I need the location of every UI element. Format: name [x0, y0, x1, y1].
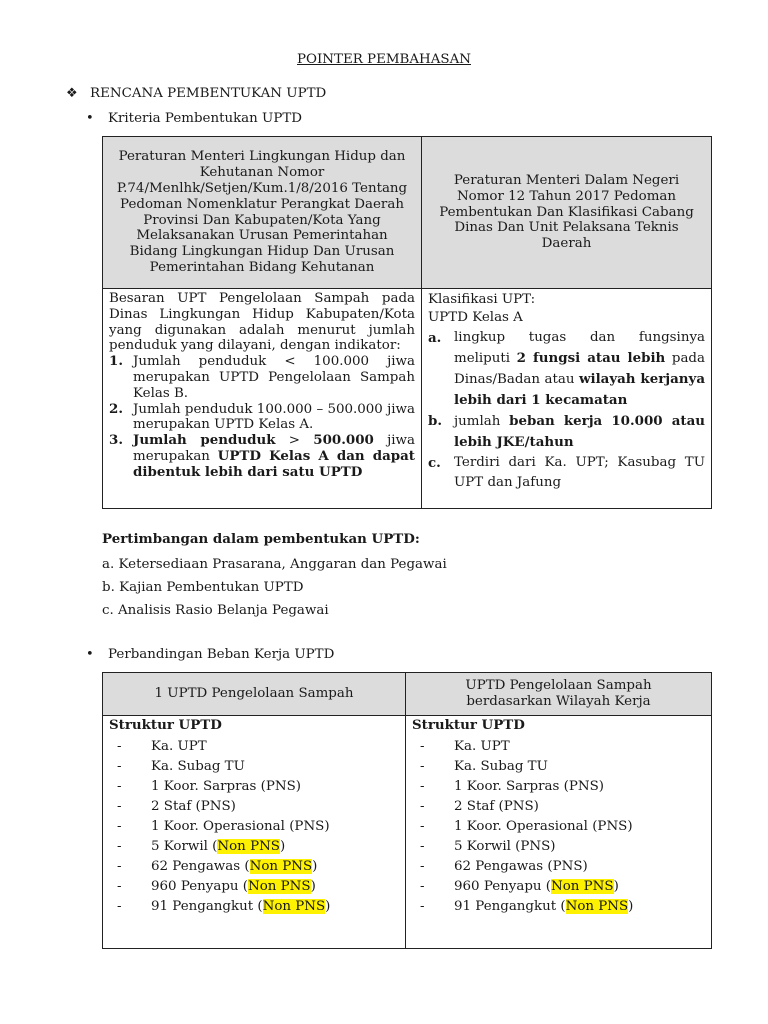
list-item — [103, 817, 405, 837]
dash-bullet: - — [420, 879, 425, 894]
criteria-left-intro: Besaran UPT Pengelolaan Sampah pada Dinas Lingkungan Hidup Kabupaten/Kota yang digunakan adalah menurut jumlah penduduk yang dilayani, dengan indikator: — [109, 291, 415, 354]
list-item — [406, 737, 711, 757]
dash-bullet: - — [420, 739, 425, 754]
dash-bullet: - — [117, 739, 122, 754]
list-item — [103, 897, 405, 917]
item-text — [454, 411, 705, 453]
row-text — [133, 837, 285, 857]
row-text — [436, 877, 619, 897]
item-text-part: jiwa merupakan — [133, 433, 416, 464]
row-text: 1 Koor. Operasional (PNS) — [151, 819, 330, 834]
item-text-bold: 2 fungsi atau lebih — [516, 350, 666, 366]
criteria-table — [102, 136, 712, 509]
structure-label: Struktur UPTD — [412, 717, 525, 733]
dash-bullet: - — [117, 839, 122, 854]
list-item — [109, 402, 415, 434]
row-text: Ka. Subag TU — [151, 759, 245, 774]
item-text-bold: wilayah kerjanya lebih dari 1 kecamatan — [454, 371, 705, 408]
structure-list-right — [406, 737, 711, 917]
comparison-left-body — [103, 716, 406, 949]
dash-bullet: - — [117, 799, 122, 814]
item-letter: a. — [428, 330, 442, 346]
list-item — [103, 877, 405, 897]
consideration-item: c. Analisis Rasio Belanja Pegawai — [102, 603, 329, 618]
highlight-non-pns: Non PNS — [551, 879, 614, 894]
section-heading-row — [66, 86, 326, 101]
row-text — [133, 877, 316, 897]
row-text: 5 Korwil (PNS) — [454, 839, 556, 854]
dash-bullet: - — [420, 759, 425, 774]
list-item — [406, 817, 711, 837]
highlight-non-pns: Non PNS — [217, 839, 280, 854]
dash-bullet: - — [117, 879, 122, 894]
list-item — [103, 837, 405, 857]
item-text: Jumlah penduduk < 100.000 jiwa merupakan UPTD Pengelolaan Sampah Kelas B. — [133, 354, 415, 401]
consideration-item: a. Ketersediaan Prasarana, Anggaran dan Pegawai — [102, 557, 447, 572]
comparison-left-header-cell — [103, 673, 406, 716]
list-item — [103, 777, 405, 797]
row-text: 1 Koor. Sarpras (PNS) — [151, 779, 301, 794]
item-text-bold: 500.000 — [313, 432, 374, 449]
criteria-left-header-cell — [103, 137, 422, 289]
dash-bullet: - — [420, 859, 425, 874]
row-text-part: ) — [310, 879, 316, 894]
item-text-bold: Jumlah penduduk — [133, 432, 276, 449]
population-indicator-list — [109, 354, 415, 480]
dot-bullet-icon: • — [86, 647, 94, 662]
item-text-bold: beban kerja 10.000 atau lebih JKE/tahun — [454, 413, 705, 450]
highlight-non-pns: Non PNS — [262, 899, 326, 914]
consideration-item: b. Kajian Pembentukan UPTD — [102, 580, 304, 595]
dash-bullet: - — [117, 779, 122, 794]
item-text — [454, 328, 705, 411]
list-item — [406, 797, 711, 817]
list-item — [406, 757, 711, 777]
item-letter: c. — [428, 455, 441, 471]
criteria-right-body — [422, 289, 712, 509]
row-text-part: 91 Pengangkut ( — [454, 899, 566, 914]
dash-bullet: - — [420, 779, 425, 794]
row-text — [133, 857, 317, 877]
dash-bullet: - — [420, 799, 425, 814]
criteria-right-header-cell — [422, 137, 712, 289]
row-text: 2 Staf (PNS) — [151, 799, 236, 814]
comparison-table — [102, 672, 712, 949]
criteria-heading: Kriteria Pembentukan UPTD — [108, 111, 303, 126]
row-text-part: ) — [613, 879, 619, 894]
item-number: 3. — [109, 432, 123, 449]
row-text: Ka. UPT — [454, 739, 510, 754]
highlight-non-pns: Non PNS — [565, 899, 629, 914]
comparison-right-header: UPTD Pengelolaan Sampah berdasarkan Wilayah Kerja — [465, 678, 652, 709]
section-heading: RENCANA PEMBENTUKAN UPTD — [90, 86, 327, 101]
dash-bullet: - — [117, 859, 122, 874]
row-text-part: 960 Penyapu ( — [151, 879, 248, 894]
item-text: Jumlah penduduk 100.000 – 500.000 jiwa merupakan UPTD Kelas A. — [133, 401, 415, 433]
item-text-part: lingkup tugas dan fungsinya meliputi — [454, 330, 705, 366]
row-text: 1 Koor. Sarpras (PNS) — [454, 779, 604, 794]
row-text-part: ) — [279, 839, 286, 854]
considerations-title: Pertimbangan dalam pembentukan UPTD: — [102, 531, 420, 547]
comparison-heading: Perbandingan Beban Kerja UPTD — [108, 647, 335, 662]
list-item — [406, 837, 711, 857]
item-text-part: > — [275, 433, 314, 449]
row-text: Ka. Subag TU — [454, 759, 548, 774]
list-item — [428, 411, 705, 453]
row-text: 1 Koor. Operasional (PNS) — [454, 819, 633, 834]
list-item — [109, 354, 415, 401]
item-text-part: jumlah — [454, 414, 510, 429]
row-text-part: 5 Korwil ( — [151, 839, 218, 854]
dash-bullet: - — [117, 819, 122, 834]
list-item — [428, 453, 705, 493]
dash-bullet: - — [420, 819, 425, 834]
dot-bullet-icon: • — [86, 111, 94, 126]
item-text — [133, 433, 415, 480]
list-item — [428, 328, 705, 411]
structure-list-left — [103, 737, 405, 917]
comparison-right-header-cell — [406, 673, 712, 716]
dash-bullet: - — [117, 899, 122, 914]
diamond-bullet-icon: ❖ — [66, 86, 78, 101]
criteria-left-header: Peraturan Menteri Lingkungan Hidup dan Kehutanan Nomor P.74/Menlhk/Setjen/Kum.1/8/2016 Tentang Pedoman Nomenklatur Perangkat Daerah Provinsi Dan Kabupaten/Kota Yang Melaksanakan Urusan Pemerintahan Bidang Lingkungan Hidup Dan Urusan Pemerintahan Bidang Kehutanan — [116, 148, 408, 276]
list-item — [103, 737, 405, 757]
considerations-block — [102, 531, 447, 626]
dash-bullet: - — [420, 899, 425, 914]
item-number: 2. — [109, 400, 123, 417]
dash-bullet: - — [117, 759, 122, 774]
list-item — [406, 897, 711, 917]
list-item — [406, 857, 711, 877]
list-item — [103, 757, 405, 777]
row-text: 2 Staf (PNS) — [454, 799, 539, 814]
row-text-part: 960 Penyapu ( — [454, 879, 551, 894]
row-text: Ka. UPT — [151, 739, 207, 754]
criteria-right-intro: Klasifikasi UPT: — [428, 292, 536, 307]
row-text — [436, 897, 633, 917]
item-text: Terdiri dari Ka. UPT; Kasubag TU UPT dan Jafung — [454, 455, 705, 490]
criteria-right-header: Peraturan Menteri Dalam Negeri Nomor 12 Tahun 2017 Pedoman Pembentukan Dan Klasifikasi Cabang Dinas Dan Unit Pelaksana Teknis Daerah — [439, 172, 694, 252]
item-number: 1. — [109, 353, 123, 370]
list-item — [103, 857, 405, 877]
list-item — [103, 797, 405, 817]
comparison-right-body — [406, 716, 712, 949]
item-text-bold: UPTD Kelas A dan dapat dibentuk lebih dari satu UPTD — [133, 447, 415, 480]
list-item — [406, 777, 711, 797]
comparison-heading-row — [86, 647, 334, 662]
list-item — [109, 433, 415, 480]
criteria-left-body — [103, 289, 422, 509]
row-text: 62 Pengawas (PNS) — [454, 859, 588, 874]
row-text-part: 91 Pengangkut ( — [151, 899, 263, 914]
dash-bullet: - — [420, 839, 425, 854]
item-letter: b. — [428, 413, 443, 429]
structure-label: Struktur UPTD — [109, 717, 222, 733]
row-text-part: 62 Pengawas ( — [151, 859, 250, 874]
criteria-right-class: UPTD Kelas A — [428, 310, 523, 325]
row-text — [133, 897, 330, 917]
highlight-non-pns: Non PNS — [249, 859, 313, 874]
criteria-heading-row — [86, 111, 302, 126]
row-text-part: ) — [325, 899, 331, 914]
highlight-non-pns: Non PNS — [248, 879, 311, 894]
item-text-part: pada Dinas/Badan atau — [454, 351, 705, 387]
row-text-part: ) — [628, 899, 634, 914]
page-title: POINTER PEMBAHASAN — [297, 52, 471, 67]
comparison-left-header: 1 UPTD Pengelolaan Sampah — [154, 686, 354, 701]
row-text-part: ) — [312, 859, 318, 874]
list-item — [406, 877, 711, 897]
